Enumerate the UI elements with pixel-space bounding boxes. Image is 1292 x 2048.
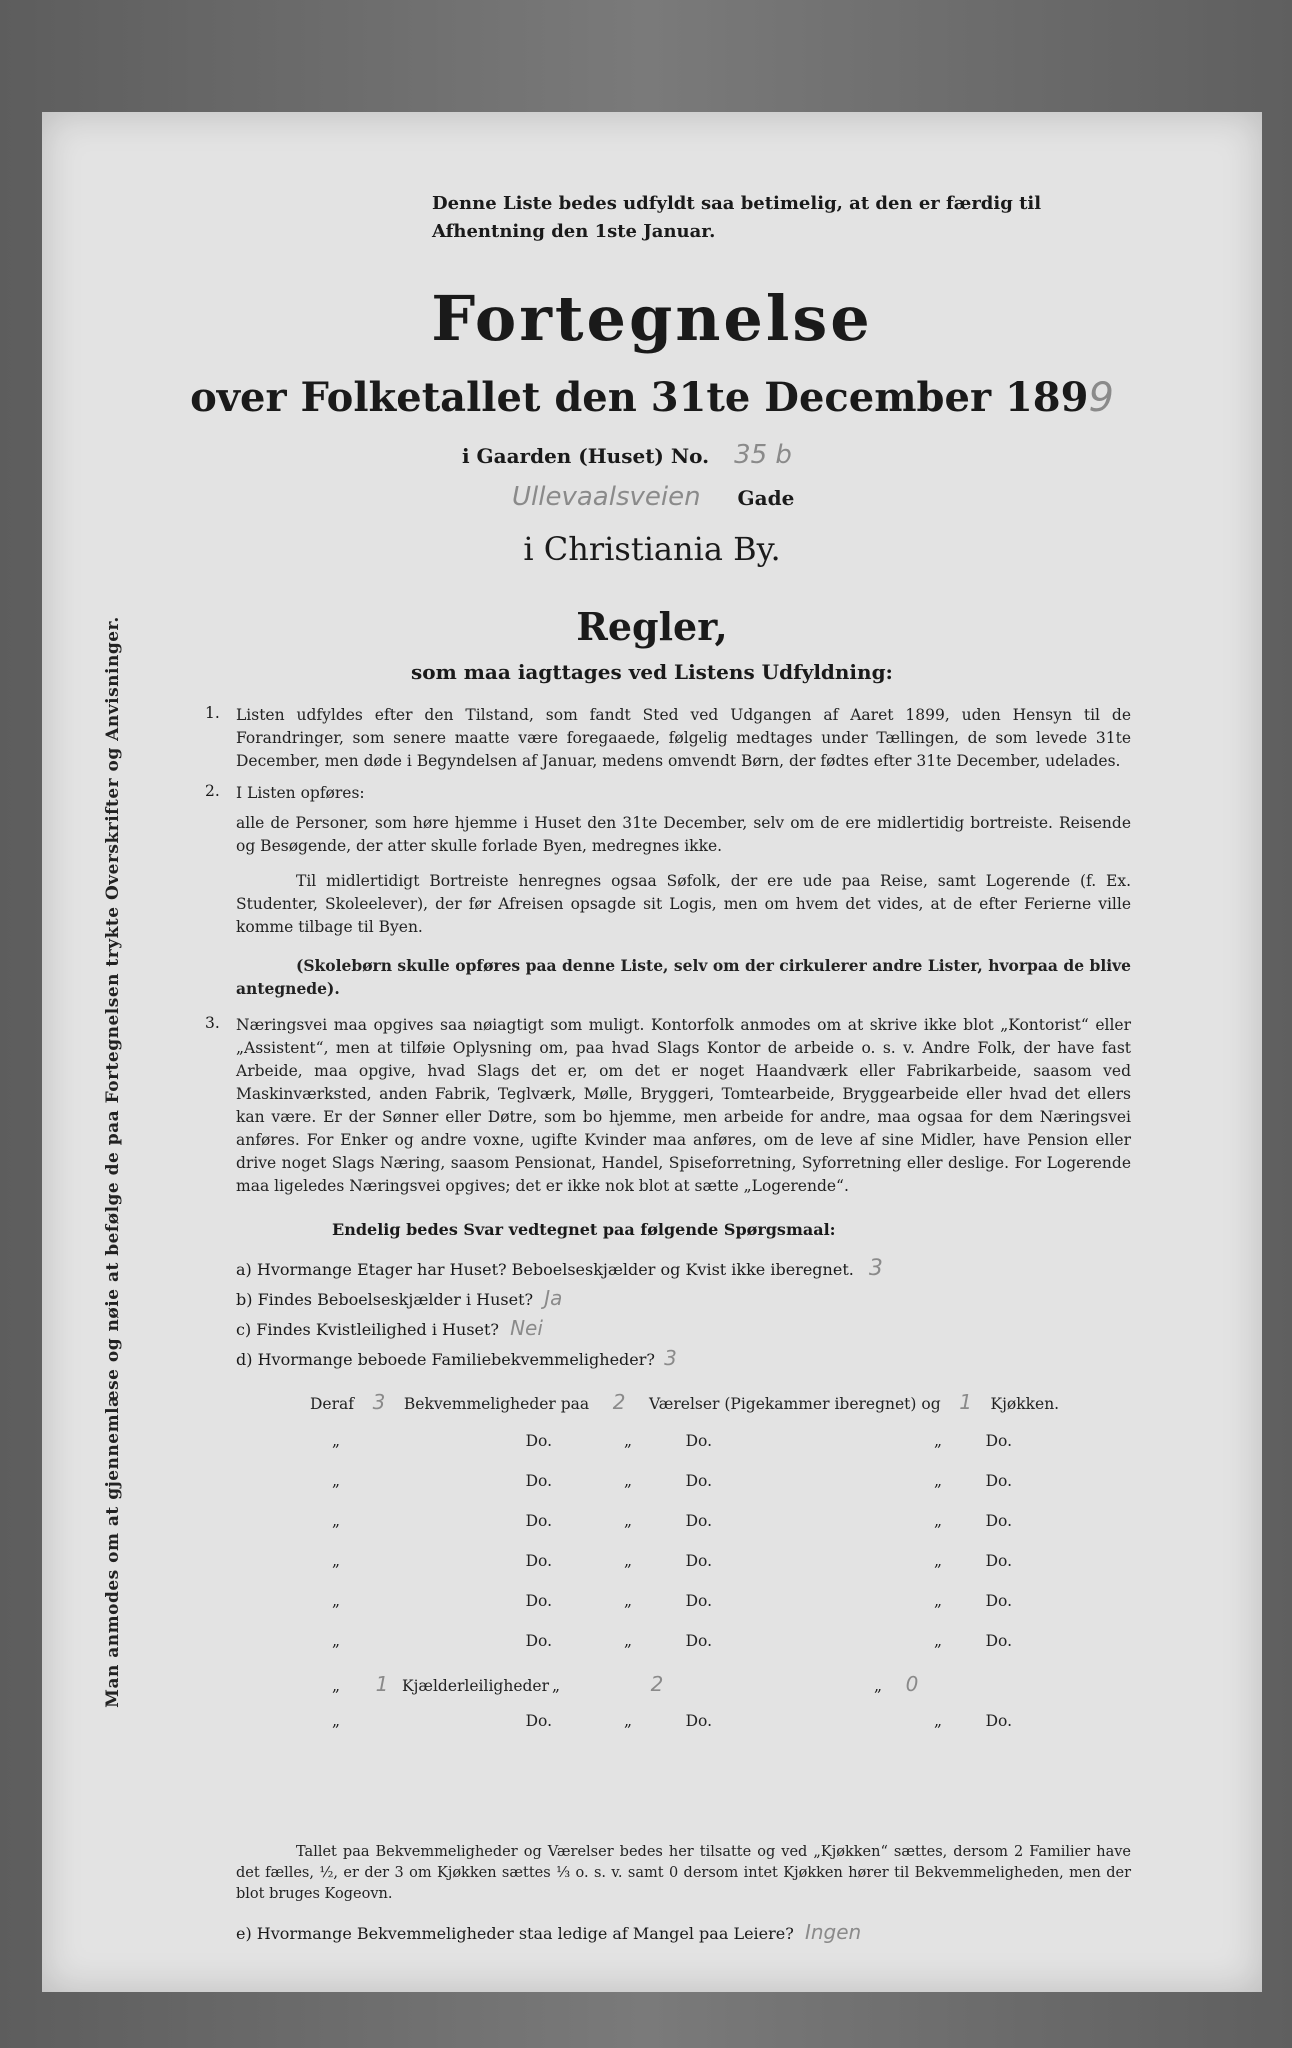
footnote-text: Tallet paa Bekvemmeligheder og Værelser bedes her tilsatte og ved „Kjøkken“ sættes, dersom 2 Familier have det fælles, ½, er der 3 om Kjøkken sættes ⅓ o. s. v. samt 0 dersom intet Kjøkken hører til Bekvemmeligheden, men der blot bruges Kogeovn. xyxy=(236,1844,1131,1902)
quote-mark: „ xyxy=(623,1712,632,1730)
table-row xyxy=(332,1712,1112,1730)
ditto-cell: Do. xyxy=(685,1552,712,1570)
cellar-row xyxy=(332,1672,1112,1696)
question-c xyxy=(236,1316,543,1340)
quote-mark: „ xyxy=(933,1632,942,1650)
question-d-answer: 3 xyxy=(664,1346,677,1370)
quote-mark: „ xyxy=(873,1677,882,1695)
cellar-rooms-handwritten: 2 xyxy=(650,1672,664,1696)
rule-1-text: Listen udfyldes efter den Tilstand, som fandt Sted ved Udgangen af Aaret 1899, uden Hensyn til de Forandringer, som senere maatte være foregaaede, følgelig medtages under Tællingen, de som levede 31te December, men døde i Begyndelsen af Januar, medens omvendt Børn, der fødtes efter 31te December, udelades. xyxy=(236,706,1131,770)
kitchen-label: Kjøkken. xyxy=(990,1395,1060,1413)
question-c-text: c) Findes Kvistleilighed i Huset? xyxy=(236,1320,499,1339)
rooms-count-handwritten: 2 xyxy=(612,1390,626,1414)
cellar-count-handwritten: 1 xyxy=(375,1672,389,1696)
ditto-cell: Do. xyxy=(685,1592,712,1610)
rule-1-number: 1. xyxy=(205,704,220,722)
quote-mark: „ xyxy=(552,1677,561,1695)
question-d-text: d) Hvormange beboede Familiebekvemmeligheder? xyxy=(236,1350,655,1369)
house-number-line xyxy=(462,440,792,470)
quote-mark: „ xyxy=(332,1592,341,1610)
rule-2-heading: I Listen opføres: xyxy=(236,784,365,802)
subtitle-text: over Folketallet den 31te December 189 xyxy=(190,374,1089,421)
deraf-label: Deraf xyxy=(310,1395,354,1413)
quote-mark: „ xyxy=(623,1432,632,1450)
street-name-handwritten: Ullevaalsveien xyxy=(512,482,701,512)
quote-mark: „ xyxy=(623,1632,632,1650)
quote-mark: „ xyxy=(623,1592,632,1610)
question-c-answer: Nei xyxy=(510,1316,543,1340)
ditto-cell: Do. xyxy=(525,1472,552,1490)
ditto-cell: Do. xyxy=(985,1712,1012,1730)
city-line: i Christiania By. xyxy=(523,530,781,568)
quote-mark: „ xyxy=(623,1512,632,1530)
rule-3-number: 3. xyxy=(205,1014,220,1032)
and-label: og xyxy=(921,1395,941,1413)
question-e xyxy=(236,1920,861,1944)
dwellings-label: Bekvemmeligheder paa xyxy=(403,1395,590,1413)
ditto-cell: Do. xyxy=(985,1552,1012,1570)
ditto-cell: Do. xyxy=(685,1712,712,1730)
quote-mark: „ xyxy=(332,1432,341,1450)
question-d xyxy=(236,1346,677,1370)
rule-2a-text: alle de Personer, som høre hjemme i Huset den 31te December, selv om de ere midlertidig bortreiste. Reisende og Besøgende, der atter skulle forlade Byen, medregnes ikke. xyxy=(236,814,1131,855)
question-b xyxy=(236,1286,562,1310)
dwellings-count-handwritten: 3 xyxy=(372,1390,386,1414)
table-row xyxy=(332,1552,1112,1570)
ditto-cell: Do. xyxy=(525,1712,552,1730)
street-label: Gade xyxy=(737,486,795,510)
quote-mark: „ xyxy=(332,1632,341,1650)
ditto-cell: Do. xyxy=(685,1512,712,1530)
quote-mark: „ xyxy=(933,1552,942,1570)
rule-3-text: Næringsvei maa opgives saa nøiagtigt som muligt. Kontorfolk anmodes om at skrive ikke blot „Kontorist“ eller „Assistent“, men at tilføie Oplysning om, paa hvad Slags Kontor de arbeide o. s. v. Andre Folk, der have fast Arbeide, maa opgive, hvad Slags det er, om det er noget Haandværk eller Fabrikarbeide, saasom ved Maskinværksted, anden Fabrik, Teglværk, Mølle, Bryggeri, Tomtearbeide, Bryggearbeide eller hvad det ellers kan være. Er der Sønner eller Døtre, som bo hjemme, men arbeide for andre, maa ogsaa for dem Næringsvei anføres. For Enker og andre voxne, ugifte Kvinder maa anføres, om de leve af sine Midler, have Pension eller drive noget Slags Næring, saasom Pensionat, Handel, Spiseforretning, Syforretning eller deslige. For Logerende maa ligeledes Næringsvei opgives; det er ikke nok blot at sætte „Logerende“. xyxy=(236,1016,1131,1195)
cellar-label: Kjælderleiligheder xyxy=(402,1677,550,1695)
ditto-cell: Do. xyxy=(525,1432,552,1450)
question-e-answer: Ingen xyxy=(804,1920,862,1944)
ditto-cell: Do. xyxy=(525,1552,552,1570)
question-a-text: a) Hvormange Etager har Huset? Beboelseskjælder og Kvist ikke iberegnet. xyxy=(236,1260,854,1279)
quote-mark: „ xyxy=(332,1677,341,1695)
ditto-cell: Do. xyxy=(685,1632,712,1650)
ditto-cell: Do. xyxy=(525,1592,552,1610)
ditto-cell: Do. xyxy=(685,1432,712,1450)
year-digit-handwritten: 9 xyxy=(1088,375,1114,421)
quote-mark: „ xyxy=(933,1472,942,1490)
rule-2-number: 2. xyxy=(205,782,220,800)
rule-2c-text: (Skolebørn skulle opføres paa denne Liste, selv om der cirkulerer andre Lister, hvorpaa de blive antegnede). xyxy=(236,956,1131,998)
house-number-handwritten: 35 b xyxy=(734,440,792,470)
ditto-cell: Do. xyxy=(985,1632,1012,1650)
form-title: Fortegnelse xyxy=(431,282,873,355)
quote-mark: „ xyxy=(623,1552,632,1570)
quote-mark: „ xyxy=(623,1472,632,1490)
table-row xyxy=(332,1592,1112,1610)
notice-text: Denne Liste bedes udfyldt saa betimelig, at den er færdig til Afhentning den 1ste Januar. xyxy=(432,193,1042,242)
question-e-text: e) Hvormange Bekvemmeligheder staa ledige af Mangel paa Leiere? xyxy=(236,1924,794,1943)
quote-mark: „ xyxy=(332,1512,341,1530)
table-row xyxy=(332,1632,1112,1650)
house-label: i Gaarden (Huset) No. xyxy=(462,444,710,468)
quote-mark: „ xyxy=(933,1712,942,1730)
ditto-cell: Do. xyxy=(985,1472,1012,1490)
quote-mark: „ xyxy=(332,1552,341,1570)
rules-heading: Regler, xyxy=(576,604,728,649)
quote-mark: „ xyxy=(933,1432,942,1450)
rules-subheading: som maa iagttages ved Listens Udfyldning: xyxy=(411,660,893,684)
quote-mark: „ xyxy=(933,1512,942,1530)
question-b-answer: Ja xyxy=(544,1286,563,1310)
ditto-cell: Do. xyxy=(985,1432,1012,1450)
census-form-page xyxy=(42,112,1262,1992)
table-row xyxy=(310,1390,1130,1414)
ditto-cell: Do. xyxy=(985,1512,1012,1530)
quote-mark: „ xyxy=(933,1592,942,1610)
quote-mark: „ xyxy=(332,1712,341,1730)
rooms-label: Værelser (Pigekammer iberegnet) xyxy=(649,1395,917,1413)
rule-2b-text: Til midlertidigt Bortreiste henregnes ogsaa Søfolk, der ere ude paa Reise, samt Logerende (f. Ex. Studenter, Skoleelever), der før Afreisen opsagde sit Logis, men om hvem det vides, at de efter Ferierne ville komme tilbage til Byen. xyxy=(236,872,1131,936)
questions-intro: Endelig bedes Svar vedtegnet paa følgende Spørgsmaal: xyxy=(332,1220,836,1239)
ditto-cell: Do. xyxy=(985,1592,1012,1610)
table-row xyxy=(332,1472,1112,1490)
table-row xyxy=(332,1512,1112,1530)
form-subtitle xyxy=(42,374,1262,421)
side-instruction: Man anmodes om at gjennemlæse og nøie at befølge de paa Fortegnelsen trykte Overskrifter og Anvisninger. xyxy=(103,616,123,1708)
ditto-cell: Do. xyxy=(685,1472,712,1490)
ditto-cell: Do. xyxy=(525,1512,552,1530)
kitchen-count-handwritten: 1 xyxy=(959,1390,972,1414)
cellar-kitchen-handwritten: 0 xyxy=(905,1672,919,1696)
table-row xyxy=(332,1432,1112,1450)
quote-mark: „ xyxy=(332,1472,341,1490)
question-b-text: b) Findes Beboelseskjælder i Huset? xyxy=(236,1290,534,1309)
question-a xyxy=(236,1256,883,1281)
street-line xyxy=(512,482,794,512)
question-a-answer: 3 xyxy=(868,1256,883,1281)
ditto-cell: Do. xyxy=(525,1632,552,1650)
